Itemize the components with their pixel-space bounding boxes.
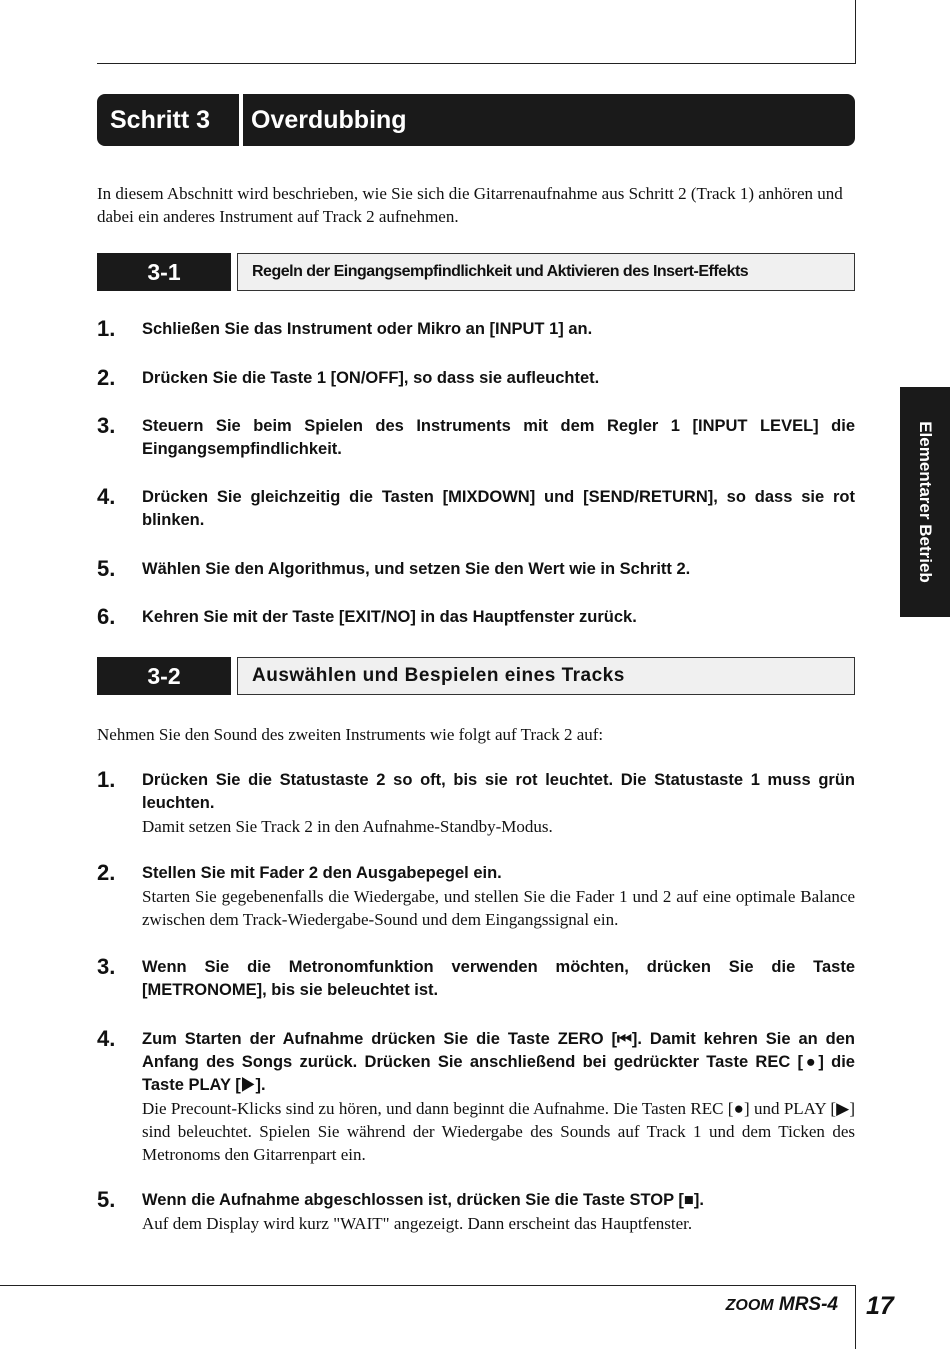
step-label-tab — [97, 94, 239, 146]
step-label: Schritt 3 — [110, 106, 211, 134]
page-number: 17 — [866, 1292, 894, 1320]
list-item — [97, 318, 855, 341]
step-number: 1. — [97, 316, 116, 341]
step-title: Stellen Sie mit Fader 2 den Ausgabepegel ein. — [142, 864, 502, 882]
step-number: 3. — [97, 954, 116, 979]
top-rule — [97, 63, 855, 64]
brand-zoom: ZOOM — [725, 1297, 774, 1314]
footer-brand — [660, 1294, 838, 1316]
page-title-bar — [243, 94, 855, 146]
step-description: Die Precount-Klicks sind zu hören, und dann beginnt die Aufnahme. Die Tasten REC [●] und PLAY [▶] sind beleuchtet. Spielen Sie während der Wiedergabe des Sounds auf Track 1 und dem Ticken des Metronoms den Gitarrenpart ein. — [142, 1099, 855, 1164]
section-intro: Nehmen Sie den Sound des zweiten Instruments wie folgt auf Track 2 auf: — [97, 725, 604, 744]
section-title: Regeln der Eingangsempfindlichkeit und Aktivieren des Insert-Effekts — [237, 253, 855, 291]
step-description: Starten Sie gegebenenfalls die Wiedergabe, und stellen Sie die Fader 1 und 2 auf eine optimale Balance zwischen dem Track-Wiedergabe-Sound und dem Eingangssignal ein. — [142, 887, 855, 929]
list-item — [97, 606, 855, 629]
step-title: Zum Starten der Aufnahme drücken Sie die Taste ZERO [⏮]. Damit kehren Sie an den Anfang des Songs zurück. Drücken Sie anschließend bei gedrückter Taste REC [●] die Taste PLAY [▶]. — [142, 1030, 855, 1094]
step-number: 2. — [97, 860, 116, 885]
step-description: Auf dem Display wird kurz "WAIT" angezeigt. Dann erscheint das Hauptfenster. — [142, 1214, 693, 1233]
step-number: 6. — [97, 604, 116, 629]
step-title: Drücken Sie die Taste 1 [ON/OFF], so dass sie aufleuchtet. — [142, 369, 600, 387]
step-title: Steuern Sie beim Spielen des Instruments mit dem Regler 1 [INPUT LEVEL] die Eingangsempfindlichkeit. — [142, 417, 855, 458]
step-number: 3. — [97, 413, 116, 438]
step-number: 1. — [97, 767, 116, 792]
bottom-rule-vertical — [855, 1285, 856, 1349]
step-title: Wählen Sie den Algorithmus, und setzen Sie den Wert wie in Schritt 2. — [142, 560, 691, 578]
intro-paragraph: In diesem Abschnitt wird beschrieben, wie Sie sich die Gitarrenaufnahme aus Schritt 2 (Track 1) anhören und dabei ein anderes Instrument auf Track 2 aufnehmen. — [97, 184, 843, 226]
step-title: Wenn die Aufnahme abgeschlossen ist, drücken Sie die Taste STOP [■]. — [142, 1191, 704, 1209]
step-title: Wenn Sie die Metronomfunktion verwenden möchten, drücken Sie die Taste [METRONOME], bis sie beleuchtet ist. — [142, 958, 855, 999]
step-number: 5. — [97, 556, 116, 581]
chapter-side-tab-label: Elementarer Betrieb — [916, 421, 935, 583]
list-item — [97, 415, 855, 461]
step-number: 4. — [97, 1026, 116, 1051]
section-number: 3-1 — [97, 253, 231, 291]
bottom-rule — [0, 1285, 856, 1286]
step-description: Damit setzen Sie Track 2 in den Aufnahme-Standby-Modus. — [142, 817, 553, 836]
step-number: 4. — [97, 484, 116, 509]
step-title: Kehren Sie mit der Taste [EXIT/NO] in das Hauptfenster zurück. — [142, 608, 637, 626]
step-number: 5. — [97, 1187, 116, 1212]
chapter-side-tab — [900, 387, 950, 617]
list-item — [97, 558, 855, 581]
step-number: 2. — [97, 365, 116, 390]
section-number: 3-2 — [97, 657, 231, 695]
list-item — [97, 1028, 855, 1166]
top-rule-vertical — [855, 0, 856, 64]
page-title: Overdubbing — [251, 106, 407, 134]
list-item — [97, 769, 855, 838]
list-item — [97, 367, 855, 390]
list-item — [97, 862, 855, 931]
step-title: Drücken Sie die Statustaste 2 so oft, bis sie rot leuchtet. Die Statustaste 1 muss grün leuchten. — [142, 771, 855, 812]
step-title: Schließen Sie das Instrument oder Mikro an [INPUT 1] an. — [142, 320, 593, 338]
list-item — [97, 486, 855, 532]
list-item — [97, 956, 855, 1002]
step-title: Drücken Sie gleichzeitig die Tasten [MIXDOWN] und [SEND/RETURN], so dass sie rot blinken. — [142, 488, 855, 529]
list-item — [97, 1189, 855, 1235]
section-title: Auswählen und Bespielen eines Tracks — [237, 657, 855, 695]
brand-model: MRS-4 — [778, 1294, 838, 1315]
